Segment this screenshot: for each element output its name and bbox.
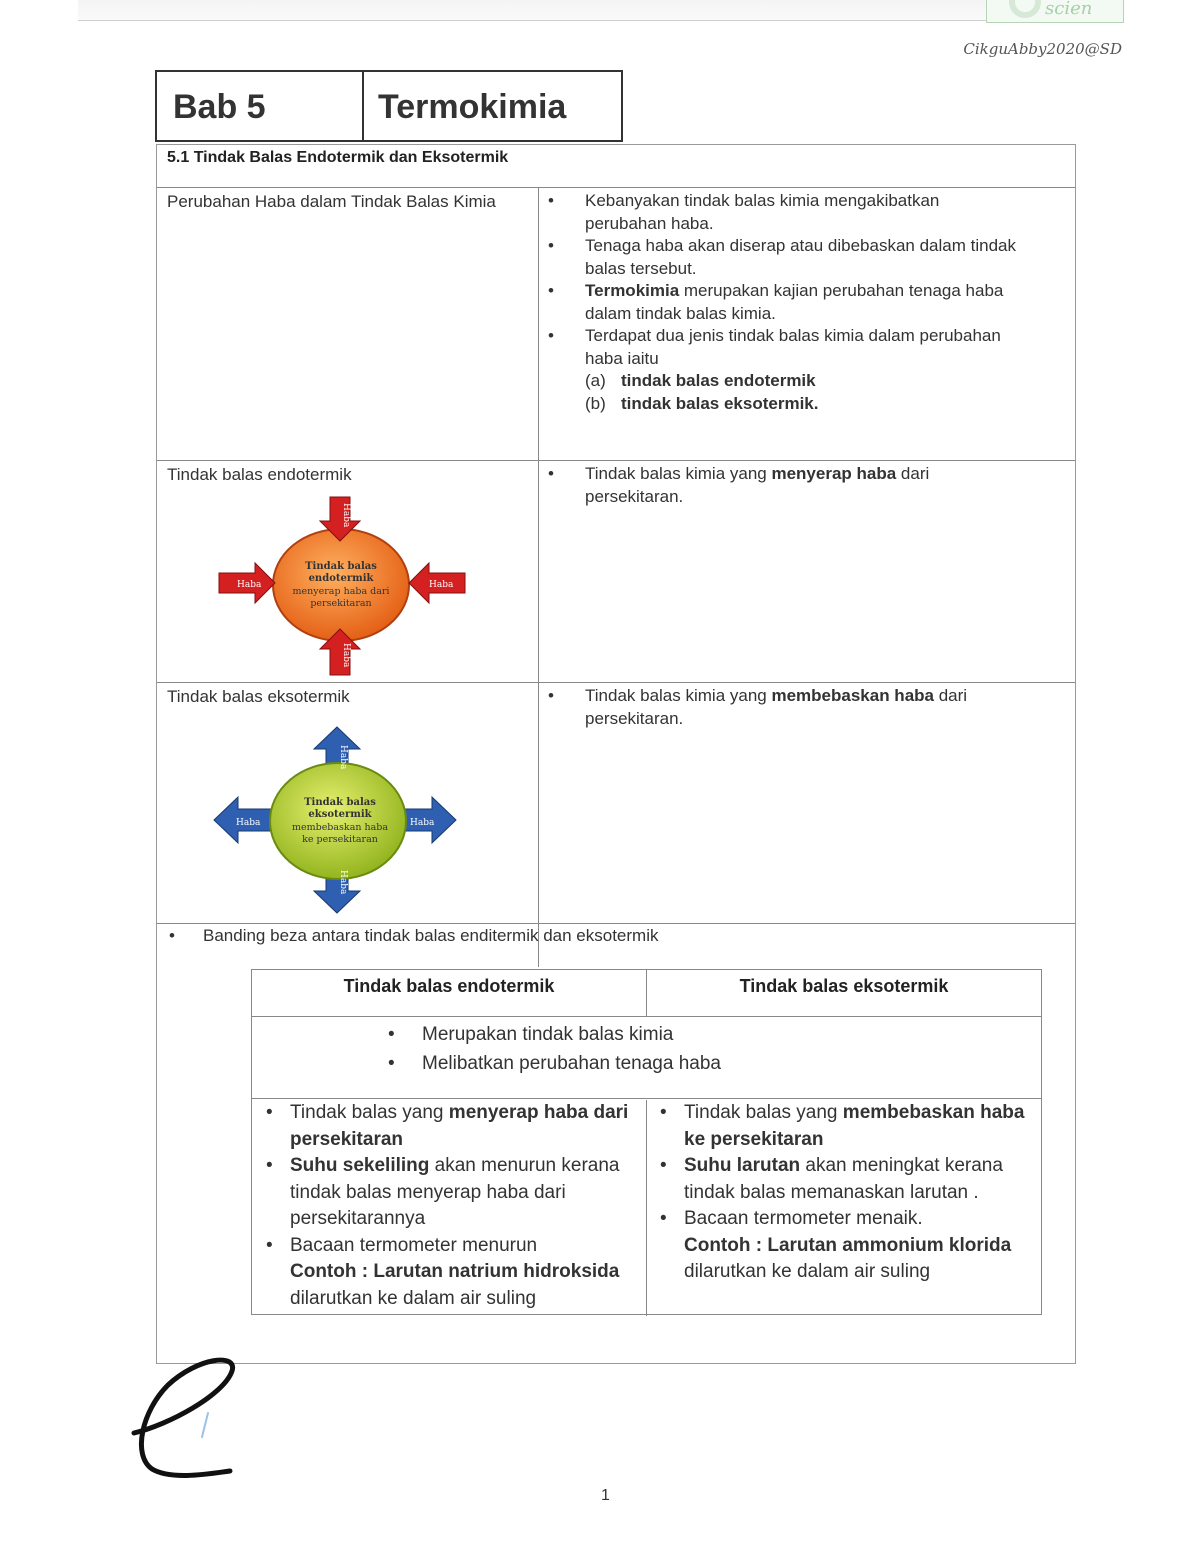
row-divider — [252, 1098, 1041, 1099]
diagram-line: Tindak balas — [304, 797, 376, 808]
bold-term: menyerap haba — [771, 464, 897, 483]
author-watermark: CikguAbby2020@SD — [963, 40, 1122, 58]
list-item — [290, 1153, 635, 1233]
logo-fragment — [986, 0, 1124, 23]
list-text: Tindak balas yang — [290, 1102, 449, 1123]
bold-term: Termokimia — [585, 281, 680, 300]
diagram-line: ke persekitaran — [302, 834, 378, 845]
list-text: dari persekitaran. — [585, 686, 968, 728]
arrow-label: Haba — [341, 503, 351, 528]
list-item — [585, 685, 1025, 730]
list-text: dari persekitaran. — [585, 464, 930, 506]
logo-text: scien — [1045, 0, 1093, 19]
list-item: • Tenaga haba akan diserap atau dibebaskan dalam tindak balas tersebut. — [585, 235, 1025, 280]
list-text: Tindak balas yang — [684, 1102, 843, 1123]
list-item — [290, 1233, 635, 1313]
bold-term: membebaskan haba ke persekitaran — [684, 1102, 1025, 1150]
row-divider — [157, 460, 1075, 461]
bold-term: membebaskan haba — [771, 686, 934, 705]
comparison-intro: • Banding beza antara tindak balas enditermik dan eksotermik — [203, 926, 659, 946]
column-divider — [646, 1100, 647, 1316]
endothermic-circle — [273, 529, 409, 641]
column-divider — [646, 970, 647, 1016]
column-divider — [538, 188, 539, 967]
arrow-label: Haba — [237, 580, 262, 590]
arrow-label: Haba — [429, 580, 454, 590]
arrow-label: Haba — [410, 818, 435, 828]
row2-bullets — [585, 463, 1025, 508]
list-text: Bacaan termometer menurun — [290, 1234, 538, 1256]
row-divider — [252, 1016, 1041, 1017]
list-text: Tindak balas kimia yang — [585, 464, 772, 483]
sub-item-a — [585, 370, 1025, 393]
list-text: Tindak balas kimia yang — [585, 686, 772, 705]
handwritten-signature — [128, 1355, 248, 1485]
col-header-endothermic: Tindak balas endotermik — [343, 976, 555, 996]
page-number: 1 — [601, 1487, 610, 1504]
list-item — [684, 1206, 1029, 1286]
bold-term: Suhu larutan — [684, 1155, 801, 1176]
chapter-topic: Termokimia — [378, 88, 567, 126]
exothermic-features — [684, 1100, 1029, 1286]
exothermic-diagram — [212, 725, 462, 915]
sub-label: (a) — [585, 371, 606, 390]
chapter-number: Bab 5 — [157, 72, 364, 140]
example-text: dilarutkan ke dalam air suling — [290, 1287, 537, 1309]
chapter-title-box — [155, 70, 623, 142]
row3-label: Tindak balas eksotermik — [167, 687, 350, 706]
list-item: • Merupakan tindak balas kimia — [422, 1020, 721, 1049]
row-divider — [157, 682, 1075, 683]
notes-table — [156, 144, 1076, 1364]
arrow-label: Haba — [341, 643, 351, 668]
diagram-line: Tindak balas — [305, 561, 377, 572]
arrow-label: Haba — [338, 745, 348, 770]
list-text: Bacaan termometer menaik. — [684, 1208, 923, 1229]
row3-bullets — [585, 685, 1025, 730]
endothermic-features — [290, 1100, 635, 1312]
sub-item-b — [585, 393, 1025, 416]
comparison-table — [251, 969, 1042, 1315]
arrow-label: Haba — [338, 870, 348, 895]
list-item — [684, 1153, 1029, 1206]
exothermic-circle — [270, 763, 406, 879]
list-item — [290, 1100, 635, 1153]
list-text: akan menurun kerana tindak balas menyerap haba dari persekitarannya — [290, 1155, 620, 1229]
list-item — [585, 280, 1025, 325]
list-text: Terdapat dua jenis tindak balas kimia dalam perubahan haba iaitu — [585, 326, 1001, 368]
section-title: 5.1 Tindak Balas Endotermik dan Eksotermik — [167, 149, 509, 166]
endothermic-diagram — [217, 493, 477, 678]
row-divider — [157, 923, 1075, 924]
list-item — [585, 463, 1025, 508]
top-browser-edge — [78, 0, 1122, 21]
list-text: merupakan kajian perubahan tenaga haba dalam tindak balas kimia. — [585, 281, 1004, 323]
diagram-line: menyerap haba dari — [292, 586, 390, 597]
diagram-line: eksotermik — [308, 809, 372, 820]
logo-ring-icon — [1009, 0, 1041, 18]
list-text: akan meningkat kerana tindak balas memanaskan larutan . — [684, 1155, 1003, 1203]
diagram-line: persekitaran — [310, 598, 372, 609]
list-item: • Kebanyakan tindak balas kimia mengakibatkan perubahan haba. — [585, 190, 1025, 235]
row-divider — [157, 187, 1075, 188]
example-title: Contoh : Larutan natrium hidroksida — [290, 1261, 620, 1282]
diagram-line: membebaskan haba — [291, 822, 389, 833]
arrow-label: Haba — [236, 818, 261, 828]
row1-label: Perubahan Haba dalam Tindak Balas Kimia — [167, 192, 496, 211]
sub-text: tindak balas endotermik — [621, 371, 816, 390]
bold-term: menyerap haba dari persekitaran — [290, 1102, 629, 1150]
row2-label: Tindak balas endotermik — [167, 465, 352, 484]
list-item — [585, 325, 1025, 415]
sub-text: tindak balas eksotermik. — [621, 393, 819, 413]
example-text: dilarutkan ke dalam air suling — [684, 1261, 931, 1282]
bold-term: Suhu sekeliling — [290, 1155, 430, 1176]
list-item: • Melibatkan perubahan tenaga haba — [422, 1049, 721, 1078]
common-features — [422, 1020, 721, 1078]
example-title: Contoh : Larutan ammonium klorida — [684, 1234, 1012, 1256]
row1-bullets — [585, 190, 1025, 415]
sub-label: (b) — [585, 393, 606, 413]
col-header-exothermic: Tindak balas eksotermik — [739, 976, 949, 996]
list-item — [684, 1100, 1029, 1153]
diagram-line: endotermik — [308, 573, 374, 584]
